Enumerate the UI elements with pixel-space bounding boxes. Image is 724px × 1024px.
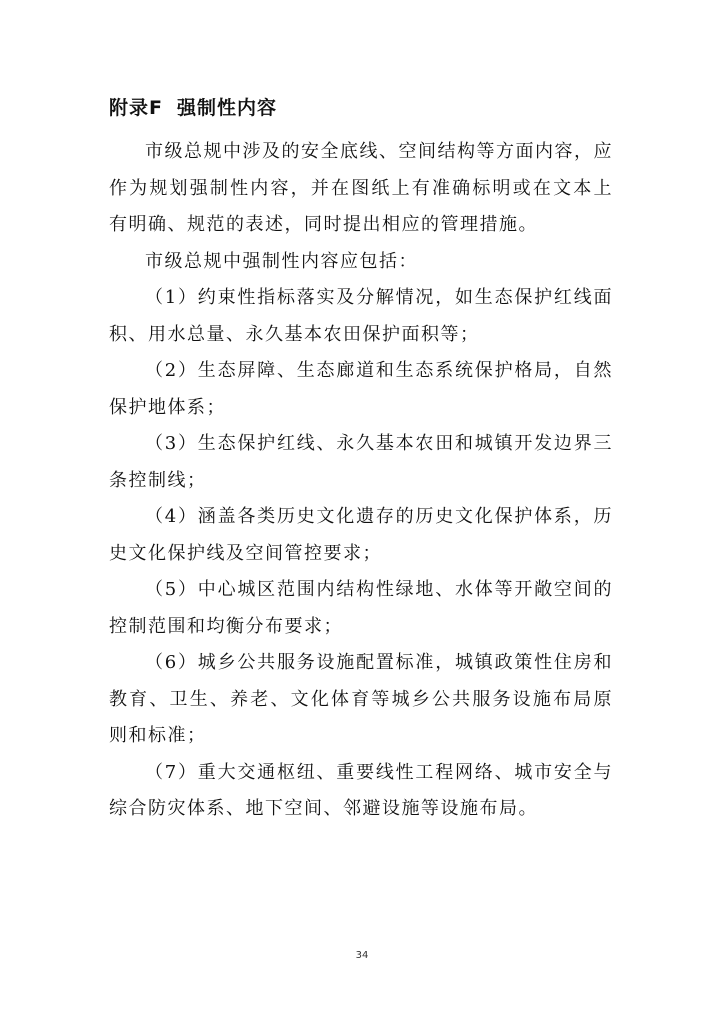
list-item-5: （5）中心城区范围内结构性绿地、水体等开敞空间的控制范围和均衡分布要求；	[109, 579, 613, 637]
list-item-4: （4）涵盖各类历史文化遗存的历史文化保护体系，历史文化保护线及空间管控要求；	[109, 506, 613, 564]
paragraph-intro: 市级总规中涉及的安全底线、空间结构等方面内容，应作为规划强制性内容，并在图纸上有准确标明或在文本上有明确、规范的表述，同时提出相应的管理措施。	[109, 141, 613, 235]
appendix-label: 附录F	[109, 97, 163, 119]
list-item-6: （6）城乡公共服务设施配置标准，城镇政策性住房和教育、卫生、养老、文化体育等城乡公共服务设施布局原则和标准；	[109, 652, 613, 746]
list-item-3: （3）生态保护红线、永久基本农田和城镇开发边界三条控制线；	[109, 433, 613, 491]
appendix-title: 强制性内容	[176, 97, 277, 119]
paragraph-list-lead: 市级总规中强制性内容应包括：	[145, 250, 418, 272]
list-item-1: （1）约束性指标落实及分解情况，如生态保护红线面积、用水总量、永久基本农田保护面积等；	[109, 287, 613, 345]
page-number: 34	[355, 950, 369, 961]
list-item-7: （7）重大交通枢纽、重要线性工程网络、城市安全与综合防灾体系、地下空间、邻避设施等设施布局。	[109, 761, 613, 819]
list-item-2: （2）生态屏障、生态廊道和生态系统保护格局，自然保护地体系；	[109, 360, 613, 418]
body-text	[109, 134, 613, 828]
appendix-heading	[109, 93, 277, 120]
